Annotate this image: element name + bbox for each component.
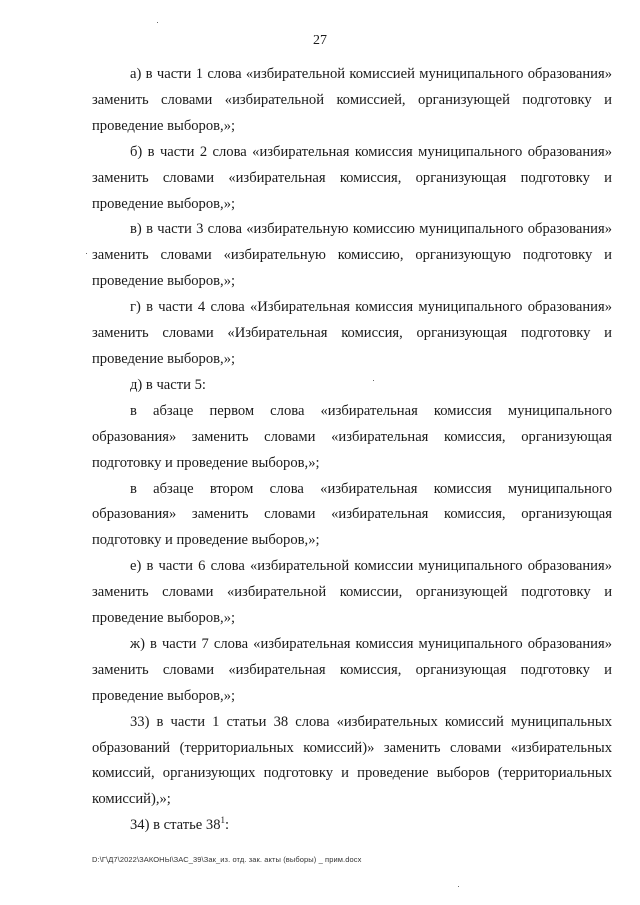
paragraph-e: е) в части 6 слова «избирательной комиссии муниципального образования» заменить словами «избирательной комиссии, организующей подготовку и проведение выборов,»; [92,558,612,627]
footer-file-path: D:\Г\Д7\2022\ЗАКОНЫ\ЗАС_39\Зак_из. отд. зак. акты (выборы) _ прим.docx [92,855,362,864]
paragraph-33: 33) в части 1 статьи 38 слова «избирательных комиссий муниципальных образований (территориальных комиссий)» заменить словами «избирательных комиссий, организующих подготовку и проведение выборов (территориальных комиссий),»; [92,713,612,808]
document-body [92,62,612,839]
scan-speck [86,253,87,254]
paragraph-34-text: 34) в статье 38 [130,817,221,834]
scan-speck [458,886,459,887]
paragraph-g: г) в части 4 слова «Избирательная комиссия муниципального образования» заменить словами «Избирательная комиссия, организующая подготовку и проведение выборов,»; [92,299,612,367]
scan-speck [373,380,374,381]
article-superscript: 1 [220,815,226,826]
paragraph-zh: ж) в части 7 слова «избирательная комиссия муниципального образования» заменить словами «избирательная комиссия, организующая подготовку и проведение выборов,»; [92,635,612,704]
paragraph-a: а) в части 1 слова «избирательной комиссией муниципального образования» заменить словами «избирательной комиссией, организующей подготовку и проведение выборов,»; [92,66,612,134]
paragraph-34-suffix: : [225,817,230,834]
paragraph-34 [92,813,612,839]
page-number: 27 [313,33,327,48]
scan-speck [157,22,158,23]
paragraph-d-abzac-1: в абзаце первом слова «избирательная комиссия муниципального образования» заменить словами «избирательная комиссия, организующая подготовку и проведение выборов,»; [92,402,612,471]
paragraph-b: б) в части 2 слова «избирательная комиссия муниципального образования» заменить словами «избирательная комиссия, организующая подготовку и проведение выборов,»; [92,143,612,212]
paragraph-v: в) в части 3 слова «избирательную комиссию муниципального образования» заменить словами «избирательную комиссию, организующую подготовку и проведение выборов,»; [92,221,612,290]
paragraph-d: д) в части 5: [130,376,206,393]
paragraph-d-abzac-2: в абзаце втором слова «избирательная комиссия муниципального образования» заменить словами «избирательная комиссия, организующая подготовку и проведение выборов,»; [92,480,612,549]
